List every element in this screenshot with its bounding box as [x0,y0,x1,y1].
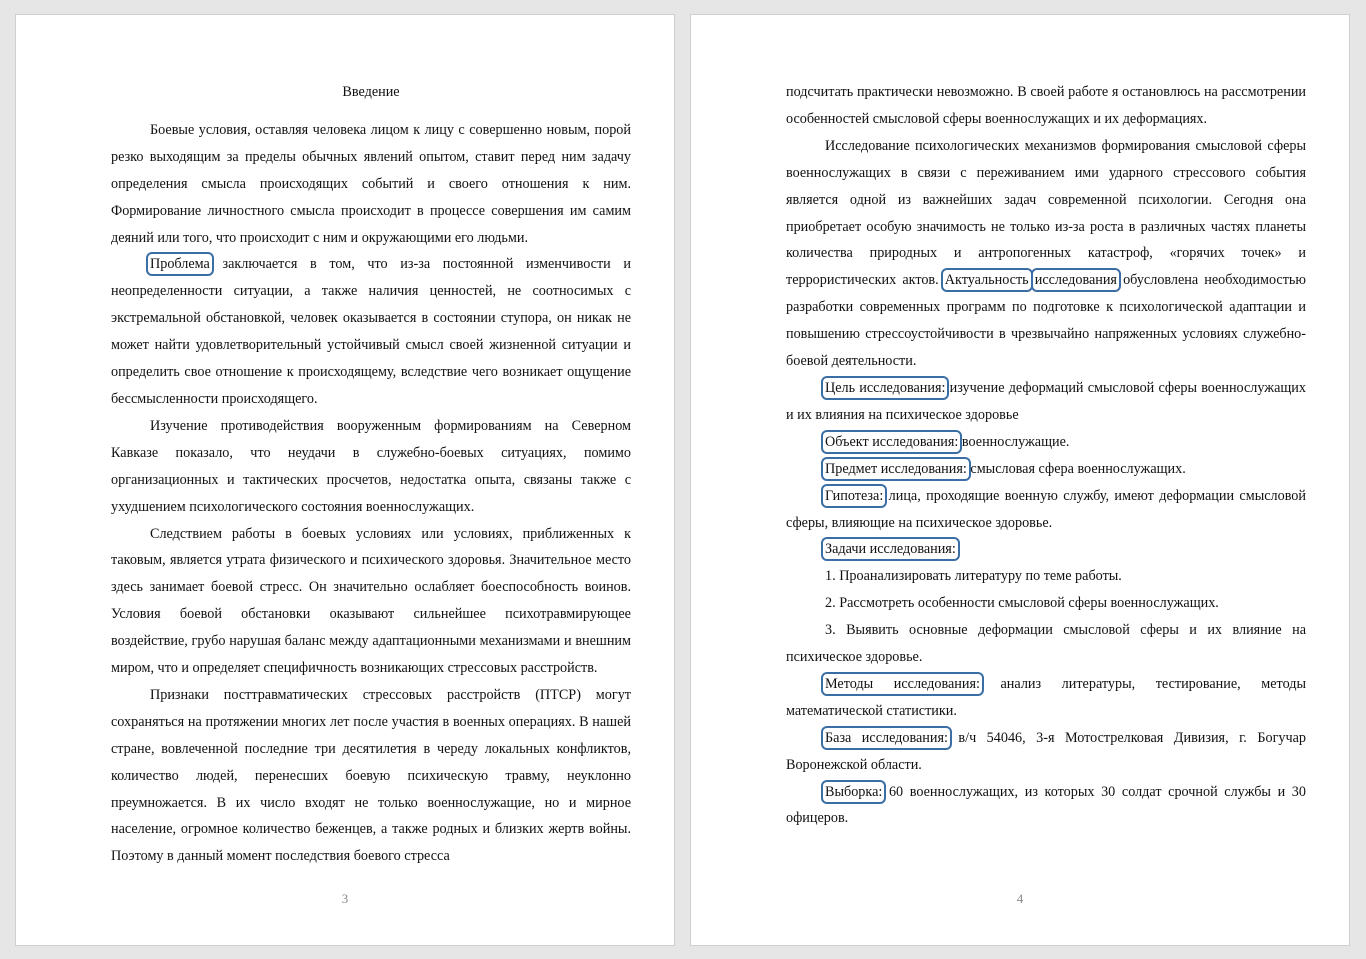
highlighted-term-relevance-cont[interactable]: исследования [1034,272,1117,289]
paragraph-text: лица, проходящие военную службу, имеют деформации смысловой сферы, влияющие на психическое здоровье. [786,487,1306,531]
task-item: 1. Проанализировать литературу по теме работы. [825,568,1122,585]
paragraph-text: смысловая сфера военнослужащих. [966,460,1186,477]
document-title: Введение [342,84,400,100]
highlighted-term-methods[interactable]: Методы исследования: [825,675,980,692]
sample-paragraph [786,779,1306,833]
page-3-body [111,79,631,870]
paragraph-text: анализ литературы, тестирование, методы математической статистики. [786,675,1307,719]
subject-paragraph [786,456,1306,483]
task-item: 3. Выявить основные деформации смысловой сферы и их влияние на психическое здоровье. [786,622,1306,666]
hypothesis-paragraph [786,483,1306,537]
methods-paragraph [786,671,1306,725]
paragraph: Изучение противодействия вооруженным формированиям на Северном Кавказе показало, что неудачи в служебно-боевых ситуациях, помимо организационных и тактических просчетов, недостатка опыта, связаны также с ухудшением психологического состояния военнослужащих. [111,417,631,515]
highlighted-term-subject[interactable]: Предмет исследования: [825,460,967,477]
highlighted-term-goal[interactable]: Цель исследования: [825,379,946,396]
page-number: 3 [341,891,349,906]
base-paragraph [786,725,1306,779]
paragraph: Боевые условия, оставляя человека лицом к лицу с совершенно новым, порой резко выходящим за пределы обычных явлений опытом, ставит перед ним задачу определения смысла происходящих событий и своего отношения к ним. Формирование личностного смысла происходит в процессе совершения им самим деяний или того, что происходит с ним и окружающими его людьми. [111,121,631,246]
object-paragraph [786,429,1306,456]
highlighted-term-sample[interactable]: Выборка: [825,783,883,800]
highlighted-term-problem[interactable]: Проблема [150,256,210,273]
paragraph-text: военнослужащие. [958,433,1070,450]
paragraph: Следствием работы в боевых условиях или условиях, приближенных к таковым, является утрата физического и психического здоровья. Значительное место здесь занимает боевой стресс. Он значительно ослабляет боеспособность воинов. Условия боевой обстановки оказывают сильнейшее психотравмирующее воздействие, грубо нарушая баланс между адаптационными механизмами и внешним миром, что и определяет специфичность возникающих стрессовых расстройств. [111,525,631,677]
page-4-body [786,79,1306,832]
paragraph-text: изучение деформаций смысловой сферы военнослужащих и их влияния на психическое здоровье [786,379,1306,423]
page-number: 4 [1016,891,1024,906]
paragraph-text: Исследование психологических механизмов формирования смысловой сферы военнослужащих в связи с переживанием ими ударного стрессового события является одной из важнейших задач современной психологии. Сегодня она приобретает особую значимость не только из-за роста в различных частях планеты количества природных и антропогенных катастроф, «горячих точек» и террористических актов. [786,137,1306,289]
tasks-paragraph [786,536,1306,563]
paragraph: подсчитать практически невозможно. В своей работе я остановлюсь на рассмотрении особенностей смысловой сферы военнослужащих и их деформациях. [786,84,1306,127]
highlighted-term-base[interactable]: База исследования: [825,729,948,746]
highlighted-term-relevance[interactable]: Актуальность [944,272,1029,289]
highlighted-term-tasks[interactable]: Задачи исследования: [825,541,956,558]
paragraph-text: 60 военнослужащих, из которых 30 солдат срочной службы и 30 офицеров. [786,783,1306,827]
paragraph-text: заключается в том, что из-за постоянной изменчивости и неопределенности ситуации, а также наличия ценностей, не соотносимых с экстремальной обстановкой, человек оказывается в состоянии ступора, он никак не может найти удовлетворительный устойчивый смысл своей жизненной ситуации и определить свое отношение к происходящему, вследствие чего возникает ощущение бессмысленности происходящего. [111,256,631,407]
paragraph [786,133,1306,375]
paragraph [111,251,631,412]
page-4 [690,14,1350,946]
goal-paragraph [786,375,1306,429]
paragraph-text: обусловлена необходимостью разработки современных программ по подготовке к психологической адаптации и повышению стрессоустойчивости в чрезвычайно напряженных условиях служебно-боевой деятельности. [786,272,1306,370]
highlighted-term-hypothesis[interactable]: Гипотеза: [825,487,884,504]
page-3 [15,14,675,946]
highlighted-term-object[interactable]: Объект исследования: [825,433,959,450]
task-item: 2. Рассмотреть особенности смысловой сферы военнослужащих. [825,595,1219,612]
paragraph: Признаки посттравматических стрессовых расстройств (ПТСР) могут сохраняться на протяжении многих лет после участия в военных операциях. В нашей стране, вовлеченной последние три десятилетия в череду локальных конфликтов, количество людей, перенесших боевую психическую травму, неуклонно преумножается. В их число входят не только военнослужащие, но и мирное население, огромное количество беженцев, а также родных и близких жертв войны. Поэтому в данный момент последствия боевого стресса [111,686,631,865]
paragraph-text: в/ч 54046, 3-я Мотострелковая Дивизия, г. Богучар Воронежской области. [786,729,1307,773]
